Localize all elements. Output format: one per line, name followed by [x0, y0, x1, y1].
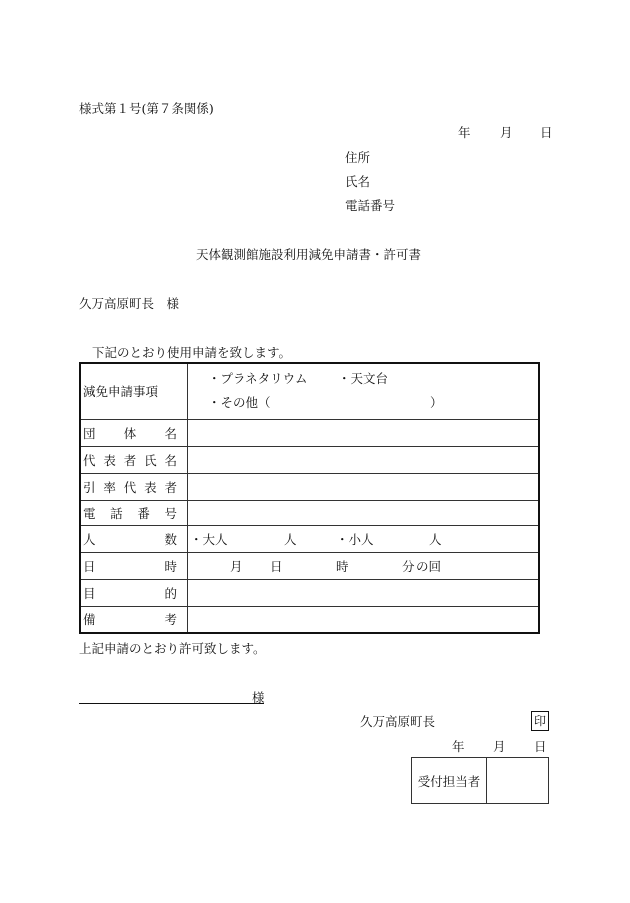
option-other: ・その他（ — [208, 395, 271, 411]
staff-label: 受付担当者 — [412, 758, 487, 804]
footer-date-year: 年 — [452, 739, 465, 754]
phone-field[interactable] — [188, 500, 540, 525]
group-label: 団 体 名 — [80, 419, 188, 446]
table-row-request — [80, 363, 539, 419]
child-label: ・小人 — [336, 531, 374, 547]
datetime-label: 日 時 — [80, 552, 188, 579]
datetime-field[interactable] — [188, 552, 540, 579]
table-row-group — [80, 419, 539, 446]
staff-table — [411, 757, 549, 804]
adult-label: ・大人 — [190, 531, 228, 547]
datetime-minute: 分 — [402, 558, 415, 574]
table-row-people — [80, 525, 539, 552]
child-unit: 人 — [429, 531, 442, 547]
option-planetarium: ・プラネタリウム — [208, 371, 308, 387]
request-label-text: 減免申請事項 — [83, 384, 159, 400]
notes-label: 備 考 — [80, 606, 188, 633]
document-title: 天体観測館施設利用減免申請書・許可書 — [196, 247, 422, 262]
table-row-datetime — [80, 552, 539, 579]
leader-label: 引 率 代 表 者 — [80, 473, 188, 500]
option-observatory: ・天文台 — [338, 371, 389, 387]
request-label — [80, 363, 188, 419]
datetime-hour: 時 — [336, 558, 349, 574]
phone-label: 電 話 番 号 — [80, 500, 188, 525]
footer-date-month: 月 — [493, 739, 506, 754]
table-row-representative — [80, 446, 539, 473]
representative-name-field[interactable] — [188, 446, 540, 473]
table-row-phone — [80, 500, 539, 525]
datetime-session: の回 — [416, 558, 442, 574]
recipient-line[interactable] — [79, 703, 264, 704]
people-label: 人 数 — [80, 525, 188, 552]
representative-label: 代 表 者 氏 名 — [80, 446, 188, 473]
applicant-name-label: 氏名 — [345, 174, 371, 189]
table-row-leader — [80, 473, 539, 500]
datetime-month: 月 — [230, 558, 243, 574]
issuer: 久万高原町長 — [360, 714, 436, 729]
footer-date-day: 日 — [534, 739, 547, 754]
staff-stamp-field[interactable] — [487, 758, 549, 804]
request-options[interactable] — [188, 363, 540, 419]
form-number: 様式第１号(第７条関係) — [79, 101, 214, 116]
table-row-purpose — [80, 579, 539, 606]
applicant-phone-label: 電話番号 — [345, 198, 396, 213]
applicant-address-label: 住所 — [345, 150, 371, 165]
intro-text: 下記のとおり使用申請を致します。 — [92, 345, 292, 360]
table-row-notes — [80, 606, 539, 633]
application-table — [79, 362, 540, 634]
purpose-field[interactable] — [188, 579, 540, 606]
option-other-close: ） — [430, 395, 443, 411]
leader-field[interactable] — [188, 473, 540, 500]
header-date-month: 月 — [500, 125, 513, 140]
group-name-field[interactable] — [188, 419, 540, 446]
header-date-year: 年 — [458, 125, 471, 140]
purpose-label: 目 的 — [80, 579, 188, 606]
approval-text: 上記申請のとおり許可致します。 — [79, 641, 266, 656]
addressee: 久万高原町長 様 — [79, 296, 180, 311]
notes-field[interactable] — [188, 606, 540, 633]
seal-box: 印 — [531, 711, 549, 731]
people-field[interactable] — [188, 525, 540, 552]
datetime-day: 日 — [270, 558, 283, 574]
adult-unit: 人 — [284, 531, 297, 547]
recipient-suffix: 様 — [252, 690, 265, 705]
header-date-day: 日 — [540, 125, 553, 140]
